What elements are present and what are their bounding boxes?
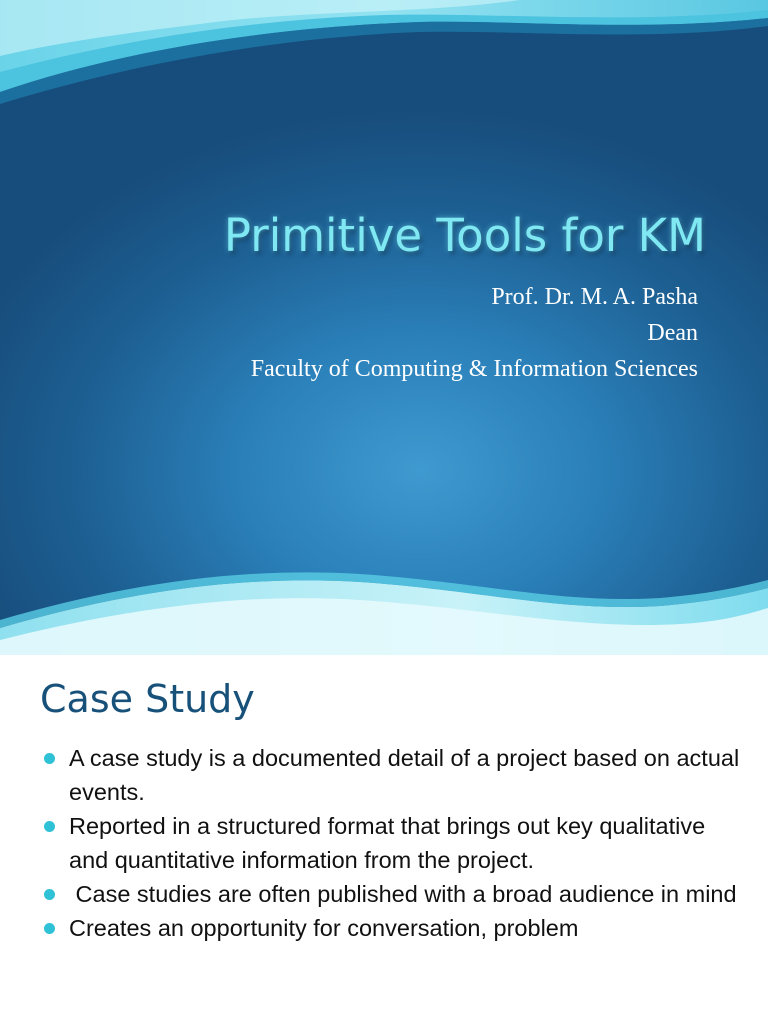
bullet-list	[0, 741, 768, 945]
bullet-text: Case studies are often published with a broad audience in mind	[69, 881, 737, 907]
bullet-text: Creates an opportunity for conversation, problem	[69, 915, 579, 941]
presenter-info	[0, 279, 698, 387]
bullet-dot-icon	[44, 753, 55, 764]
presenter-faculty: Faculty of Computing & Information Sciences	[250, 356, 698, 382]
slide-heading: Case Study	[40, 677, 255, 721]
presenter-name: Prof. Dr. M. A. Pasha	[491, 284, 698, 310]
content-slide	[0, 655, 768, 1024]
bullet-text: A case study is a documented detail of a project based on actual events.	[69, 745, 740, 805]
bullet-dot-icon	[44, 923, 55, 934]
bullet-item	[0, 741, 768, 809]
bullet-item	[0, 911, 768, 945]
bullet-item	[0, 809, 768, 877]
presenter-role: Dean	[647, 320, 698, 346]
slide-title: Primitive Tools for KM	[223, 209, 706, 262]
bullet-dot-icon	[44, 889, 55, 900]
bullet-item	[0, 877, 768, 911]
bullet-text: Reported in a structured format that brings out key qualitative and quantitative information from the project.	[69, 813, 706, 873]
bullet-dot-icon	[44, 821, 55, 832]
